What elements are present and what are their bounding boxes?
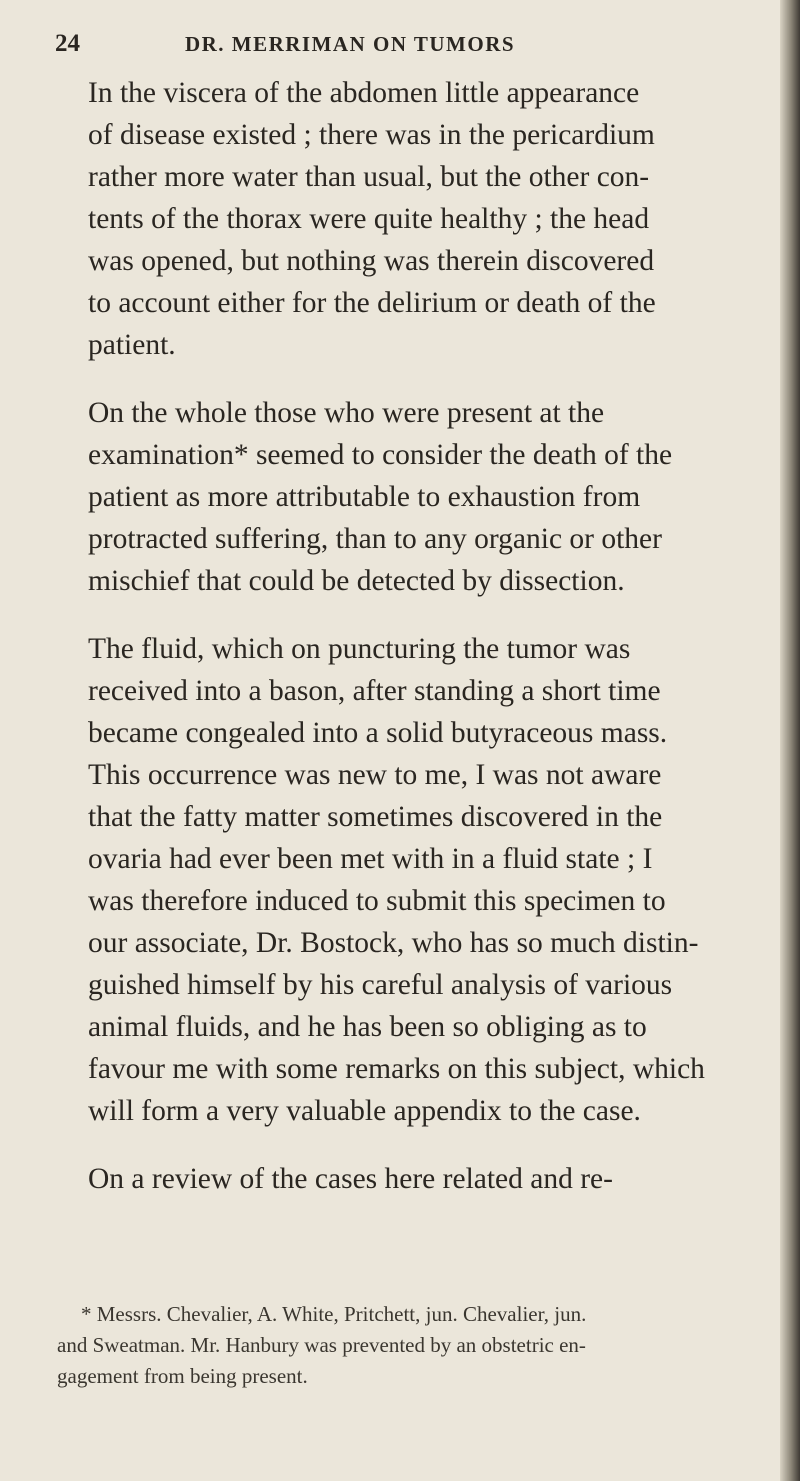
text-line: our associate, Dr. Bostock, who has so much distin- [88, 927, 699, 959]
text-line: protracted suffering, than to any organic or other [88, 523, 662, 555]
footnote-line: and Sweatman. Mr. Hanbury was prevented by an obstetric en- [57, 1333, 586, 1357]
text-line: favour me with some remarks on this subject, which [88, 1053, 705, 1085]
page-header [55, 30, 645, 66]
text-line: will form a very valuable appendix to the case. [88, 1095, 641, 1127]
text-line: examination* seemed to consider the death of the [88, 439, 673, 471]
footnote-line: gagement from being present. [57, 1364, 308, 1388]
paragraph [57, 72, 763, 366]
paragraph [57, 392, 763, 602]
text-line: was opened, but nothing was therein discovered [88, 245, 655, 277]
page-number: 24 [55, 30, 80, 57]
text-line: In the viscera of the abdomen little appearance [88, 77, 640, 109]
text-line: The fluid, which on puncturing the tumor was [88, 633, 631, 665]
text-line: mischief that could be detected by dissection. [88, 565, 625, 597]
footnote [57, 1299, 763, 1392]
text-line: tents of the thorax were quite healthy ; the head [88, 203, 650, 235]
text-line: that the fatty matter sometimes discovered in the [88, 801, 663, 833]
text-line: to account either for the delirium or death of the [88, 287, 656, 319]
text-line: patient. [88, 329, 176, 361]
text-line: became congealed into a solid butyraceous mass. [88, 717, 668, 749]
text-line: guished himself by his careful analysis of various [88, 969, 673, 1001]
text-line: animal fluids, and he has been so obliging as to [88, 1011, 647, 1043]
page-edge-shadow [780, 0, 800, 1481]
text-line: received into a bason, after standing a short time [88, 675, 661, 707]
running-title: DR. MERRIMAN ON TUMORS [184, 32, 516, 56]
text-line: This occurrence was new to me, I was not aware [88, 759, 662, 791]
body-text [57, 72, 763, 1226]
text-line: On the whole those who were present at the [88, 397, 605, 429]
text-line: was therefore induced to submit this specimen to [88, 885, 666, 917]
text-line: ovaria had ever been met with in a fluid state ; I [88, 843, 653, 875]
text-line: patient as more attributable to exhaustion from [88, 481, 641, 513]
paragraph [57, 1158, 763, 1200]
paragraph [57, 628, 763, 1132]
text-line: of disease existed ; there was in the pericardium [88, 119, 655, 151]
text-line: On a review of the cases here related and re- [88, 1163, 613, 1195]
text-line: rather more water than usual, but the other con- [88, 161, 650, 193]
footnote-line: * Messrs. Chevalier, A. White, Pritchett, jun. Chevalier, jun. [81, 1302, 587, 1326]
